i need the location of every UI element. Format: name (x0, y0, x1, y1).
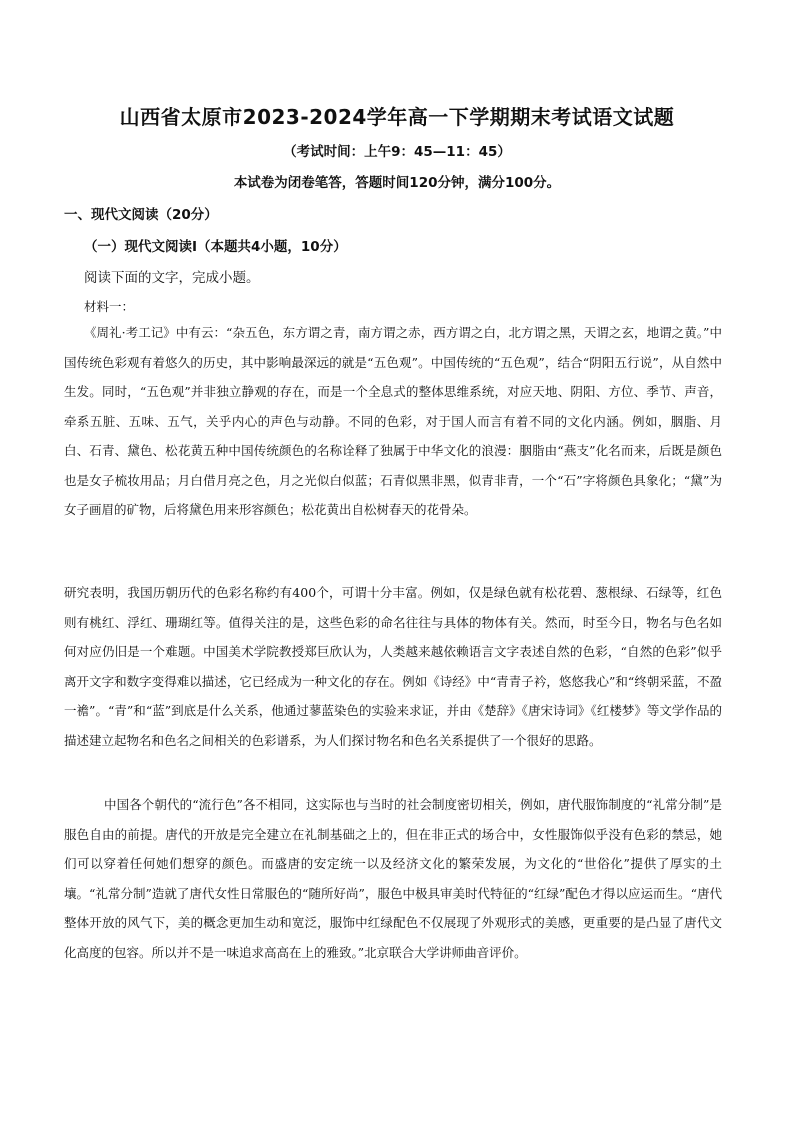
exam-time: （考试时间：上午9：45—11：45） (283, 144, 511, 160)
paragraph-3: 中国各个朝代的“流行色”各不相同，这实际也与当时的社会制度密切相关，例如，唐代服饰制度的“礼常分制”是服色自由的前提。唐代的开放是完全建立在礼制基础之上的，但在非正式的场合中，女性服饰似乎没有色彩的禁忌，她们可以穿着任何她们想穿的颜色。而盛唐的安定统一以及经济文化的繁荣发展，为文化的“世俗化”提供了厚实的土壤。“礼常分制”造就了唐代女性日常服色的“随所好尚”，服色中极具审美时代特征的“红绿”配色才得以应运而生。“唐代整体开放的风气下，美的概念更加生动和宽泛，服饰中红绿配色不仅展现了外观形式的美感，更重要的是凸显了唐代文化高度的包容。所以并不是一味追求高高在上的雅致。”北京联合大学讲师曲音评价。 (64, 797, 722, 960)
reading-instruction: 阅读下面的文字，完成小题。 (84, 270, 260, 286)
section-heading: 一、现代文阅读（20分） (64, 207, 218, 223)
paragraph-1: 《周礼·考工记》中有云：“杂五色，东方谓之青，南方谓之赤，西方谓之白，北方谓之黑，天谓之玄，地谓之黄。”中国传统色彩观有着悠久的历史，其中影响最深远的就是“五色观”。中国传统的“五色观”，结合“阴阳五行说”，从自然中生发。同时，“五色观”并非独立静观的存在，而是一个全息式的整体思维系统，对应天地、阴阳、方位、季节、声音，牵系五脏、五味、五气，关乎内心的声色与动静。不同的色彩，对于国人而言有着不同的文化内涵。例如，胭脂、月白、石青、黛色、松花黄五种中国传统颜色的名称诠释了独属于中华文化的浪漫：胭脂由“燕支”化名而来，后既是颜色也是女子梳妆用品；月白借月亮之色，月之光似白似蓝；石青似黑非黑，似青非青，一个“石”字将颜色具象化；“黛”为女子画眉的矿物，后将黛色用来形容颜色；松花黄出自松树春天的花骨朵。 (64, 325, 722, 517)
paragraph-2: 研究表明，我国历朝历代的色彩名称约有400个，可谓十分丰富。例如，仅是绿色就有松花碧、葱根绿、石绿等，红色则有桃红、浮红、珊瑚红等。值得关注的是，这些色彩的命名往往与具体的物体有关。然而，时至今日，物名与色名如何对应仍旧是一个难题。中国美术学院教授郑巨欣认为，人类越来越依赖语言文字表述自然的色彩，“自然的色彩”似乎离开文字和数字变得难以描述，它已经成为一种文化的存在。例如《诗经》中“青青子衿，悠悠我心”和“终朝采蓝，不盈一襜”。“青”和“蓝”到底是什么关系，他通过蓼蓝染色的实验来求证，并由《楚辞》《唐宋诗词》《红楼梦》等文学作品的描述建立起物名和色名之间相关的色彩谱系，为人们探讨物名和色名关系提供了一个很好的思路。 (64, 585, 722, 748)
page-title: 山西省太原市2023-2024学年高一下学期期末考试语文试题 (119, 105, 675, 129)
material-label: 材料一： (84, 299, 135, 314)
exam-note: 本试卷为闭卷笔答，答题时间120分钟，满分100分。 (233, 175, 561, 191)
subsection-heading: （一）现代文阅读Ⅰ（本题共4小题，10分） (84, 239, 347, 255)
